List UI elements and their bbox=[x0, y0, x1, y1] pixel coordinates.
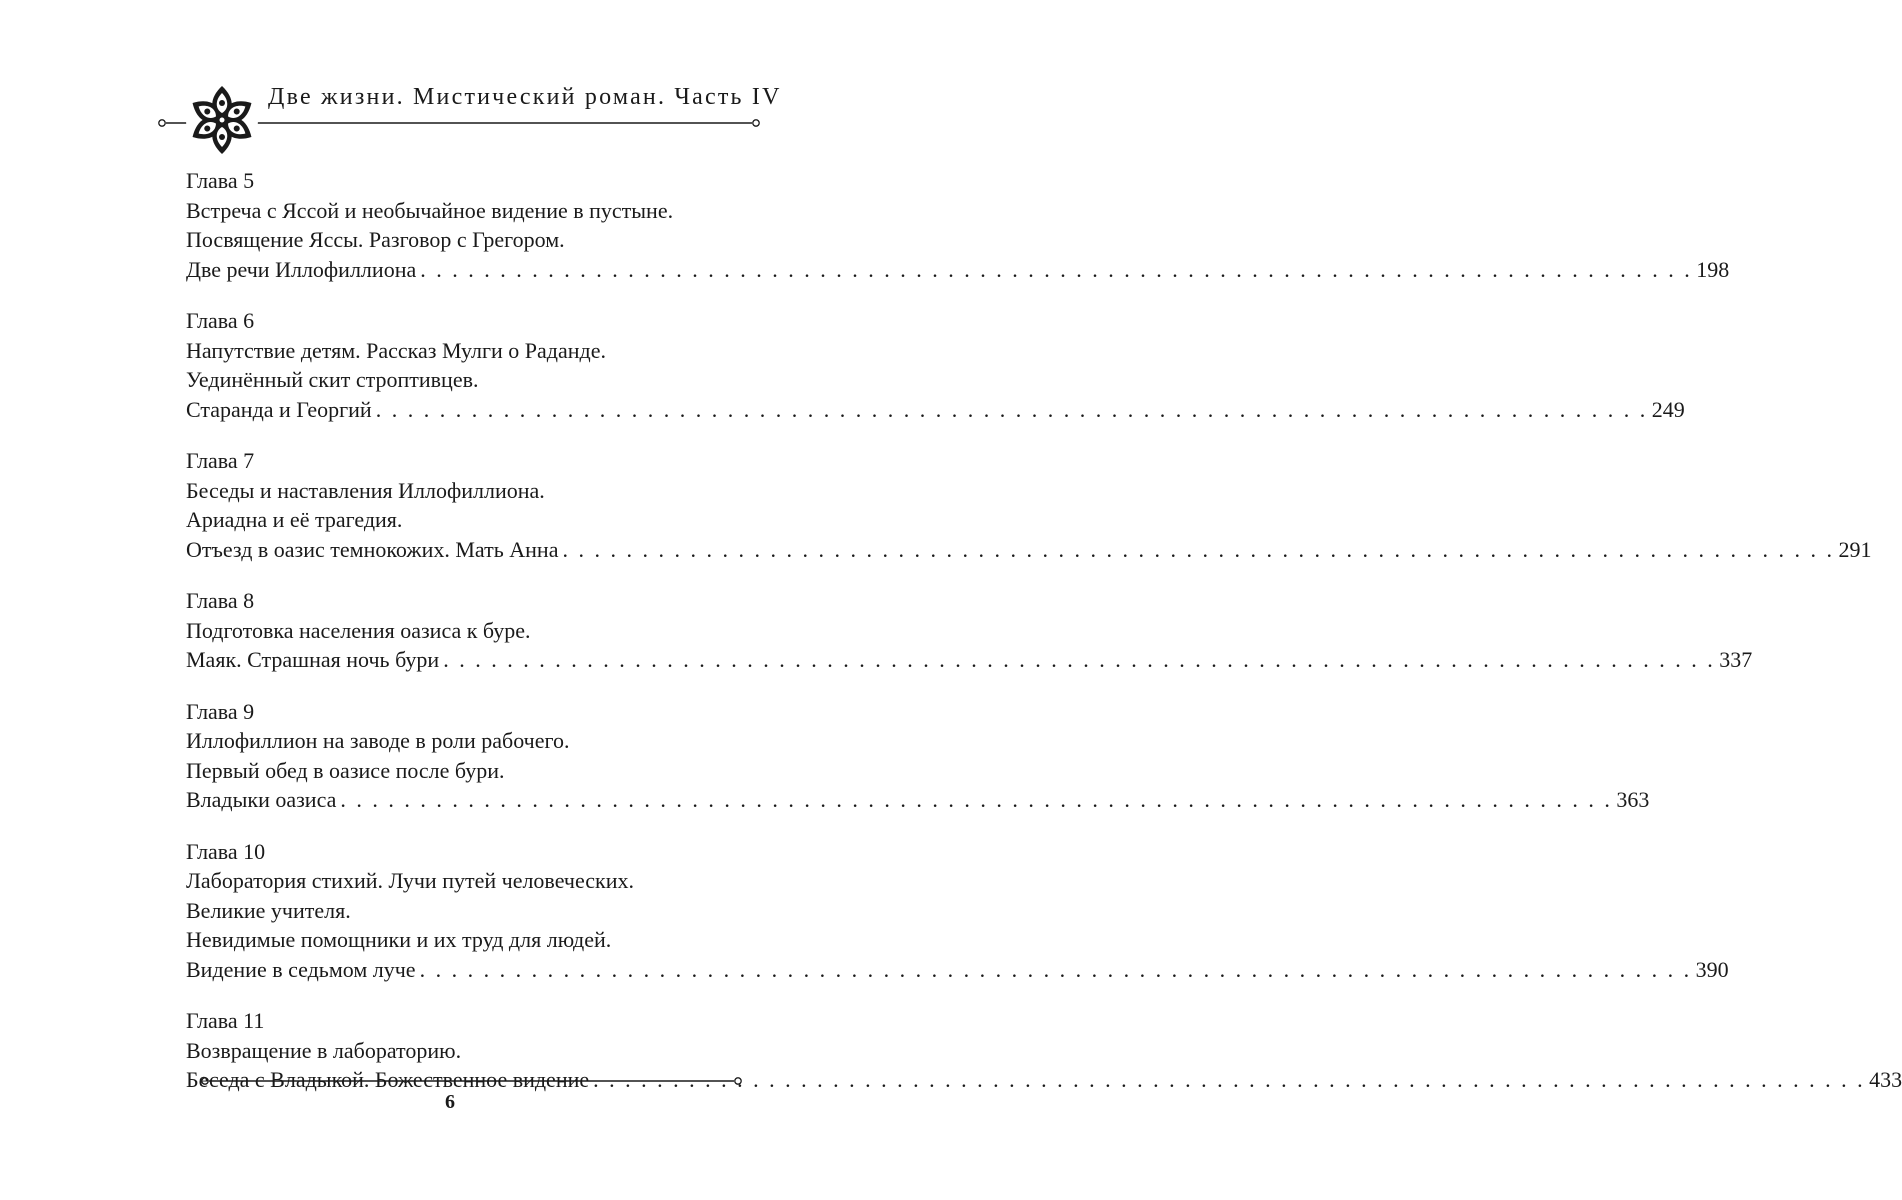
toc-entry[interactable] bbox=[186, 785, 1650, 815]
toc-page-number: 249 bbox=[1651, 396, 1685, 422]
dot-leader: . . . . . . . . . . . . . . . . . . . . . . . . . . . . . . . . . . . . . . . . . . . . . . . . . . . . . . . . . . . . . . . . . . . . . . . . . . . . . . . . bbox=[443, 647, 1716, 672]
chapter-heading: Глава 6 bbox=[186, 308, 255, 333]
chapter-heading: Глава 7 bbox=[186, 448, 255, 473]
chapter-title-line: Маяк. Страшная ночь бури bbox=[186, 647, 440, 672]
page-header bbox=[0, 0, 900, 170]
toc-page-number: 337 bbox=[1719, 647, 1753, 672]
chapter-title-line: Две речи Иллофиллиона bbox=[186, 256, 417, 282]
toc-chapter bbox=[186, 697, 1650, 815]
chapter-title-line: Подготовка населения оазиса к буре. bbox=[186, 617, 531, 643]
toc-page-number: 390 bbox=[1695, 956, 1729, 982]
toc-chapter bbox=[186, 837, 1729, 985]
page-footer bbox=[0, 1070, 900, 1150]
table-of-contents bbox=[186, 166, 1902, 1117]
toc-entry[interactable] bbox=[186, 255, 1730, 285]
chapter-title-line: Беседы и наставления Иллофиллиона. bbox=[186, 477, 545, 503]
dot-leader: . . . . . . . . . . . . . . . . . . . . . . . . . . . . . . . . . . . . . . . . . . . . . . . . . . . . . . . . . . . . . . . . . . . . . . . . . . . . . . . . bbox=[340, 787, 1613, 812]
chapter-title-line: Первый обед в оазисе после бури. bbox=[186, 757, 505, 783]
toc-page-number: 198 bbox=[1696, 256, 1730, 282]
chapter-title-line: Лаборатория стихий. Лучи путей человеческих. bbox=[186, 868, 635, 893]
dot-leader: . . . . . . . . . . . . . . . . . . . . . . . . . . . . . . . . . . . . . . . . . . . . . . . . . . . . . . . . . . . . . . . . . . . . . . . . . . . . . . . . bbox=[419, 956, 1692, 982]
chapter-title-line: Видение в седьмом луче bbox=[186, 956, 416, 982]
chapter-title-line: Ариадна и её трагедия. bbox=[186, 507, 403, 532]
dot-leader: . . . . . . . . . . . . . . . . . . . . . . . . . . . . . . . . . . . . . . . . . . . . . . . . . . . . . . . . . . . . . . . . . . . . . . . . . . . . . . . . bbox=[420, 256, 1693, 282]
toc-entry[interactable] bbox=[186, 955, 1729, 985]
toc-chapter bbox=[186, 306, 1685, 424]
running-title: Две жизни. Мистический роман. Часть IV bbox=[268, 84, 782, 110]
toc-chapter bbox=[186, 166, 1730, 284]
toc-chapter bbox=[186, 446, 1872, 564]
chapter-title-line: Возвращение в лабораторию. bbox=[186, 1037, 462, 1063]
chapter-title-line: Беседа с Владыкой. Божественное видение bbox=[186, 1067, 590, 1092]
chapter-title-line: Встреча с Яссой и необычайное видение в пустыне. bbox=[186, 197, 674, 223]
dot-leader: . . . . . . . . . . . . . . . . . . . . . . . . . . . . . . . . . . . . . . . . . . . . . . . . . . . . . . . . . . . . . . . . . . . . . . . . . . . . . . . . bbox=[562, 536, 1835, 562]
chapter-title-line: Отъезд в оазис темнокожих. Мать Анна bbox=[186, 536, 559, 562]
mandala-ornament-icon bbox=[186, 84, 258, 156]
chapter-title-line: Напутствие детям. Рассказ Мулги о Раданде. bbox=[186, 337, 606, 363]
chapter-heading: Глава 10 bbox=[186, 838, 266, 864]
chapter-heading: Глава 11 bbox=[186, 1008, 265, 1033]
page-number: 6 bbox=[445, 1091, 455, 1113]
toc-chapter bbox=[186, 586, 1753, 675]
toc-page-number: 363 bbox=[1616, 787, 1650, 812]
chapter-title-line: Уединённый скит строптивцев. bbox=[186, 367, 479, 392]
toc-entry[interactable] bbox=[186, 535, 1872, 565]
dot-leader: . . . . . . . . . . . . . . . . . . . . . . . . . . . . . . . . . . . . . . . . . . . . . . . . . . . . . . . . . . . . . . . . . . . . . . . . . . . . . . . . bbox=[593, 1067, 1866, 1092]
chapter-title-line: Великие учителя. bbox=[186, 897, 351, 923]
chapter-title-line: Старанда и Георгий bbox=[186, 396, 372, 422]
toc-entry[interactable] bbox=[186, 645, 1753, 675]
toc-entry[interactable] bbox=[186, 395, 1685, 425]
chapter-title-line: Владыки оазиса bbox=[186, 787, 337, 812]
chapter-heading: Глава 8 bbox=[186, 588, 255, 613]
chapter-heading: Глава 9 bbox=[186, 698, 255, 724]
toc-page-number: 433 bbox=[1869, 1067, 1902, 1092]
chapter-title-line: Невидимые помощники и их труд для людей. bbox=[186, 927, 612, 952]
chapter-heading: Глава 5 bbox=[186, 168, 255, 193]
chapter-title-line: Посвящение Яссы. Разговор с Грегором. bbox=[186, 227, 565, 252]
toc-page-number: 291 bbox=[1838, 536, 1872, 562]
dot-leader: . . . . . . . . . . . . . . . . . . . . . . . . . . . . . . . . . . . . . . . . . . . . . . . . . . . . . . . . . . . . . . . . . . . . . . . . . . . . . . . . bbox=[375, 396, 1648, 422]
chapter-title-line: Иллофиллион на заводе в роли рабочего. bbox=[186, 728, 570, 753]
